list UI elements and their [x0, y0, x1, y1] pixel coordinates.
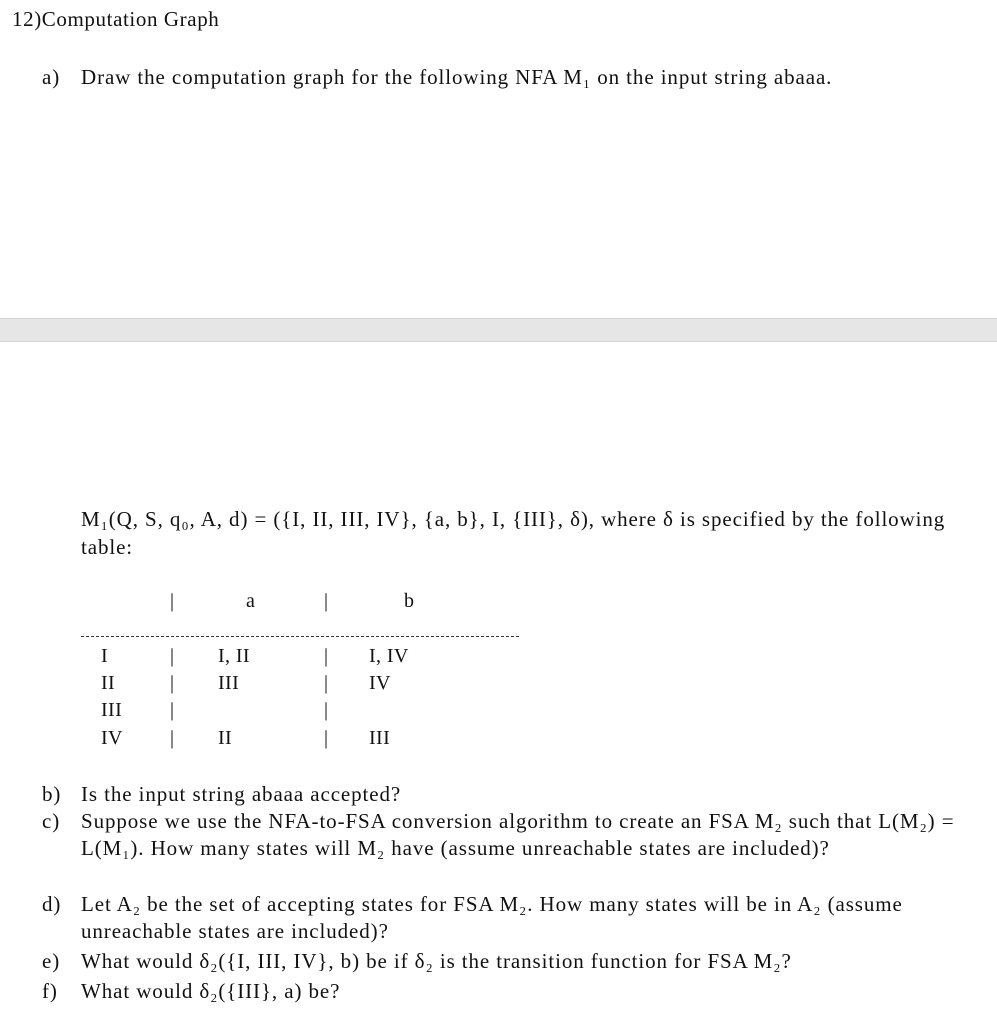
- table-rule: [81, 636, 519, 637]
- question-part-d: [42, 891, 962, 945]
- b-transition-cell: III: [369, 727, 391, 749]
- column-separator: |: [170, 645, 175, 667]
- part-text: Suppose we use the NFA-to-FSA conversion algorithm to create an FSA M₂ such that L(M₂) = L(M₁). How many states will M₂ have (assume unreachable states are included)?: [81, 809, 955, 860]
- state-cell: IV: [101, 727, 123, 749]
- part-label: a): [42, 65, 61, 89]
- question-part-a: [42, 64, 962, 91]
- part-label: d): [42, 892, 62, 916]
- header-b: b: [404, 590, 415, 612]
- question-part-b: [42, 781, 962, 808]
- b-transition-cell: IV: [369, 672, 391, 694]
- question-part-c: [42, 808, 962, 862]
- column-separator: |: [324, 699, 329, 721]
- question-part-f: [42, 978, 962, 1005]
- question-heading: 12)Computation Graph: [12, 7, 220, 31]
- column-separator: |: [170, 699, 175, 721]
- a-transition-cell: II: [218, 727, 233, 749]
- part-text: Let A₂ be the set of accepting states for FSA M₂. How many states will be in A₂ (assume unreachable states are included)?: [81, 892, 903, 943]
- a-transition-cell: III: [218, 672, 240, 694]
- column-separator: |: [170, 727, 175, 749]
- part-text: Draw the computation graph for the following NFA M₁ on the input string abaaa.: [81, 65, 833, 89]
- part-label: c): [42, 809, 61, 833]
- part-text: What would δ₂({III}, a) be?: [81, 979, 341, 1003]
- state-cell: I: [101, 645, 109, 667]
- a-transition-cell: I, II: [218, 645, 250, 667]
- part-label: f): [42, 979, 58, 1003]
- part-text: Is the input string abaaa accepted?: [81, 782, 402, 806]
- column-separator: |: [324, 645, 329, 667]
- part-label: e): [42, 949, 61, 973]
- part-text: What would δ₂({I, III, IV}, b) be if δ₂ is the transition function for FSA M₂?: [81, 949, 792, 973]
- nfa-definition: M₁(Q, S, q₀, A, d) = ({I, II, III, IV}, {a, b}, I, {III}, δ), where δ is specified by the following table:: [81, 507, 946, 559]
- state-cell: II: [101, 672, 116, 694]
- column-separator: |: [324, 672, 329, 694]
- b-transition-cell: I, IV: [369, 645, 409, 667]
- column-separator: |: [324, 590, 329, 612]
- column-separator: |: [170, 590, 175, 612]
- header-a: a: [246, 590, 256, 612]
- part-label: b): [42, 782, 62, 806]
- column-separator: |: [324, 727, 329, 749]
- column-separator: |: [170, 672, 175, 694]
- state-cell: III: [101, 699, 123, 721]
- question-part-e: [42, 948, 962, 975]
- section-divider: [0, 318, 997, 342]
